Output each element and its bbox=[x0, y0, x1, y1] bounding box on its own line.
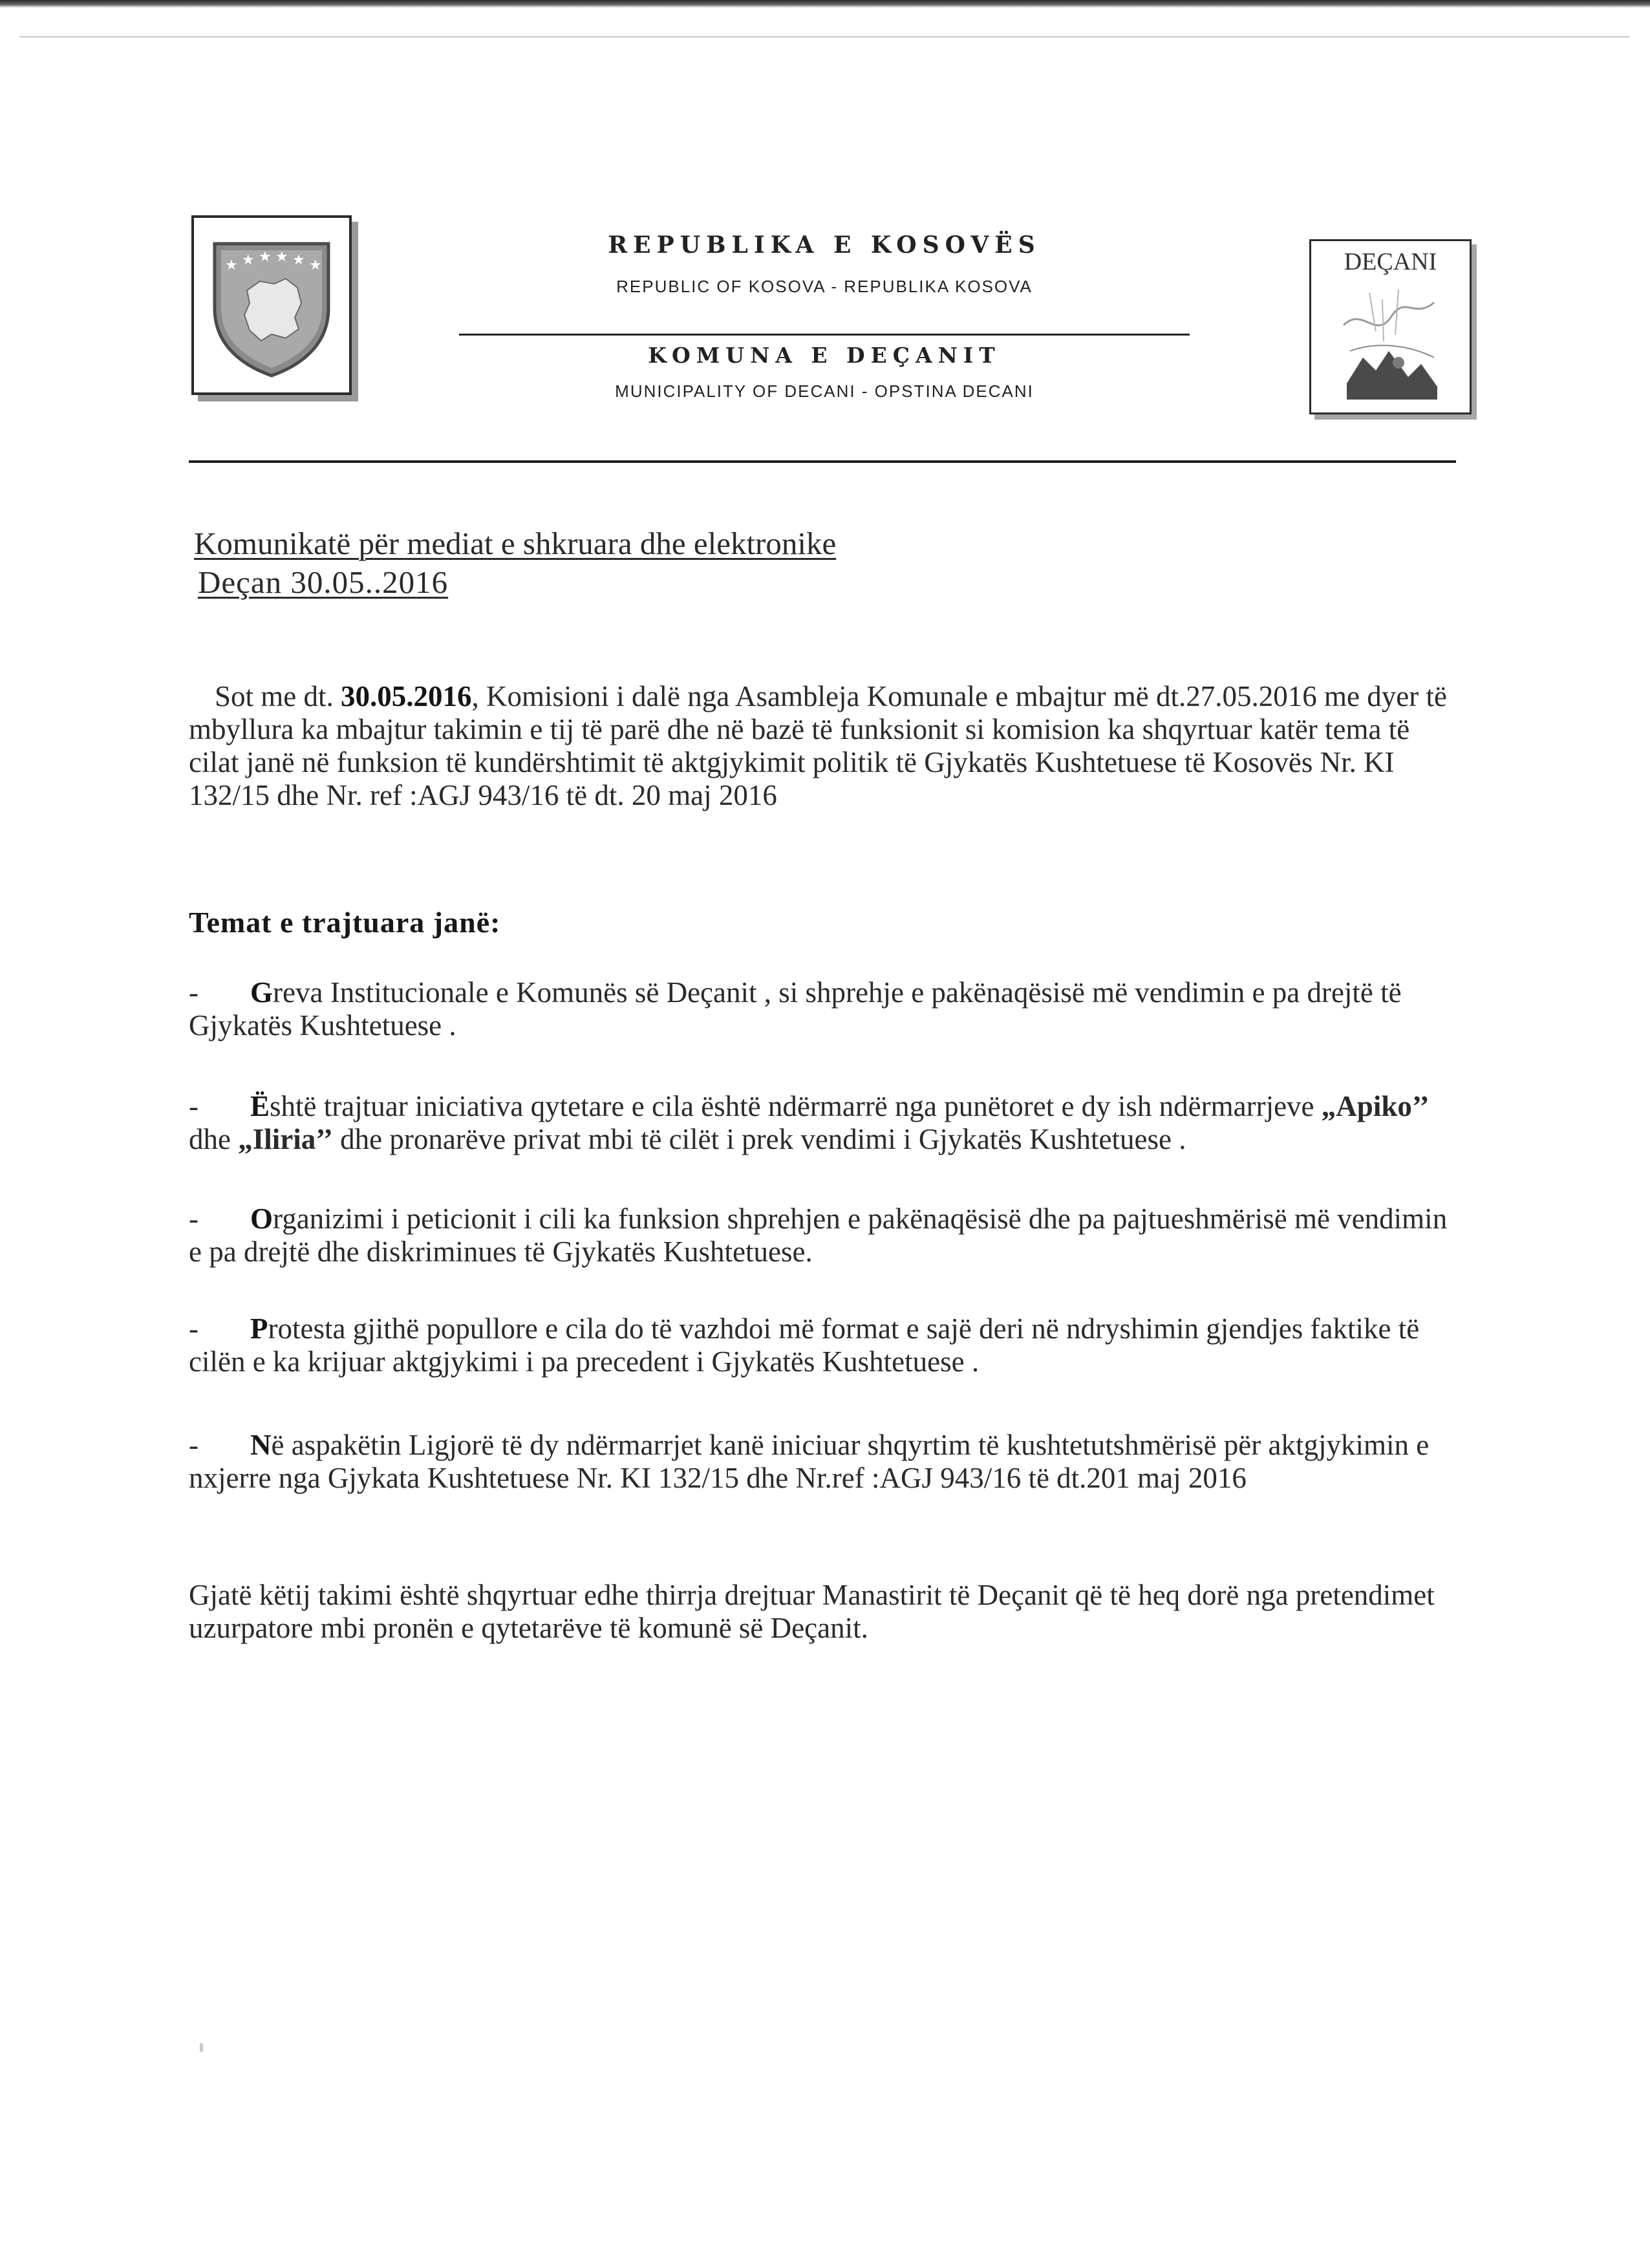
topic-text: rotesta gjithë popullore e cila do të vazhdoi më format e sajë deri në ndryshimin gjendjes faktike të cilën e ka krijuar aktgjykimi i pa precedent i Gjykatës Kushtetuese . bbox=[189, 1312, 1420, 1378]
topic-text: ë aspakëtin Ligjorë të dy ndërmarrjet kanë iniciuar shqyrtim të kushtetutshmërisë për aktgjykimin e nxjerre nga Gjykata Kushtetuese Nr. KI 132/15 dhe Nr.ref :AGJ 943/16 të dt.201 maj 2016 bbox=[189, 1429, 1430, 1494]
republic-title-albanian: REPUBLIKA E KOSOVËS bbox=[608, 231, 1041, 259]
intro-date: 30.05.2016 bbox=[341, 680, 472, 712]
kosovo-emblem bbox=[191, 215, 352, 395]
decani-landscape-icon bbox=[1337, 280, 1447, 403]
decani-logo bbox=[1309, 239, 1472, 414]
svg-text:★: ★ bbox=[292, 252, 305, 268]
scan-artifact bbox=[200, 2043, 203, 2052]
topic-item-protest bbox=[189, 1312, 1450, 1378]
topic-dash: - bbox=[189, 1312, 198, 1345]
svg-text:★: ★ bbox=[225, 257, 238, 273]
topic-text: reva Institucionale e Komunës së Deçanit , si shprehje e pakënaqësisë më vendimin e pa drejtë të Gjykatës Kushtetuese . bbox=[189, 976, 1402, 1042]
topic-item-strike bbox=[189, 976, 1450, 1042]
topic-text-a: shtë trajtuar iniciativa qytetare e cila është ndërmarrë nga punëtoret e dy ish ndërmarrjeve bbox=[270, 1090, 1322, 1122]
svg-text:★: ★ bbox=[309, 257, 322, 273]
topic-item-petition bbox=[189, 1203, 1450, 1268]
topic-initial: O bbox=[250, 1203, 273, 1235]
topic-initial: P bbox=[250, 1312, 268, 1345]
topic-item-legal-review bbox=[189, 1429, 1450, 1495]
scan-top-edge bbox=[0, 0, 1650, 8]
decani-logo-text: DEÇANI bbox=[1344, 248, 1437, 275]
intro-paragraph bbox=[189, 680, 1450, 812]
topic-text: rganizimi i peticionit i cili ka funksion shprehjen e pakënaqësisë dhe pa pajtueshmërisë më vendimin e pa drejtë dhe diskriminues të Gjykatës Kushtetuese. bbox=[189, 1203, 1448, 1268]
topic-dash: - bbox=[189, 976, 198, 1009]
municipality-title-albanian: KOMUNA E DEÇANIT bbox=[648, 343, 1001, 368]
kosovo-coat-of-arms-icon bbox=[207, 231, 336, 380]
municipality-title-translations: MUNICIPALITY OF DECANI - OPSTINA DECANI bbox=[615, 381, 1034, 401]
topic-initial: Ë bbox=[250, 1090, 270, 1122]
header-main-divider bbox=[189, 460, 1456, 463]
company-iliria: „Iliria’’ bbox=[238, 1123, 333, 1155]
svg-text:★: ★ bbox=[275, 249, 288, 265]
scan-page-edge bbox=[19, 36, 1629, 37]
topic-dash: - bbox=[189, 1429, 198, 1461]
svg-text:★: ★ bbox=[259, 249, 272, 265]
topic-text-b: dhe bbox=[189, 1123, 239, 1155]
topics-heading: Temat e trajtuara janë: bbox=[189, 906, 501, 939]
closing-paragraph: Gjatë këtij takimi është shqyrtuar edhe thirrja drejtuar Manastirit të Deçanit që të heq dorë nga pretendimet uzurpatore mbi pronën e qytetarëve të komunë së Deçanit. bbox=[189, 1579, 1435, 1644]
topic-text-c: dhe pronarëve privat mbi të cilët i prek vendimi i Gjykatës Kushtetuese . bbox=[332, 1123, 1186, 1155]
topic-dash: - bbox=[189, 1090, 198, 1122]
topic-initial: G bbox=[250, 976, 273, 1009]
topic-item-citizen-initiative bbox=[189, 1090, 1450, 1156]
document-date: Deçan 30.05..2016 bbox=[198, 564, 449, 600]
republic-title-translations: REPUBLIC OF KOSOVA - REPUBLIKA KOSOVA bbox=[616, 277, 1033, 296]
intro-text: , Komisioni i dalë nga Asambleja Komunale e mbajtur më dt.27.05.2016 me dyer të mbyllura ka mbajtur takimin e tij të parë dhe në bazë të funksionit si komision ka shqyrtuar katër tema të cilat janë në funksion të kundërshtimit të aktgjykimit politik të Gjykatës Kushtetuese të Kosovës Nr. KI 132/15 dhe Nr. ref :AGJ 943/16 të dt. 20 maj 2016 bbox=[189, 680, 1447, 811]
header-divider bbox=[459, 334, 1190, 336]
topic-initial: N bbox=[250, 1429, 272, 1461]
document-title: Komunikatë për mediat e shkruara dhe elektronike bbox=[194, 526, 837, 561]
svg-text:★: ★ bbox=[242, 252, 255, 268]
topic-dash: - bbox=[189, 1203, 198, 1235]
company-apiko: „Apiko’’ bbox=[1321, 1090, 1430, 1122]
intro-prefix: Sot me dt. bbox=[215, 680, 341, 712]
